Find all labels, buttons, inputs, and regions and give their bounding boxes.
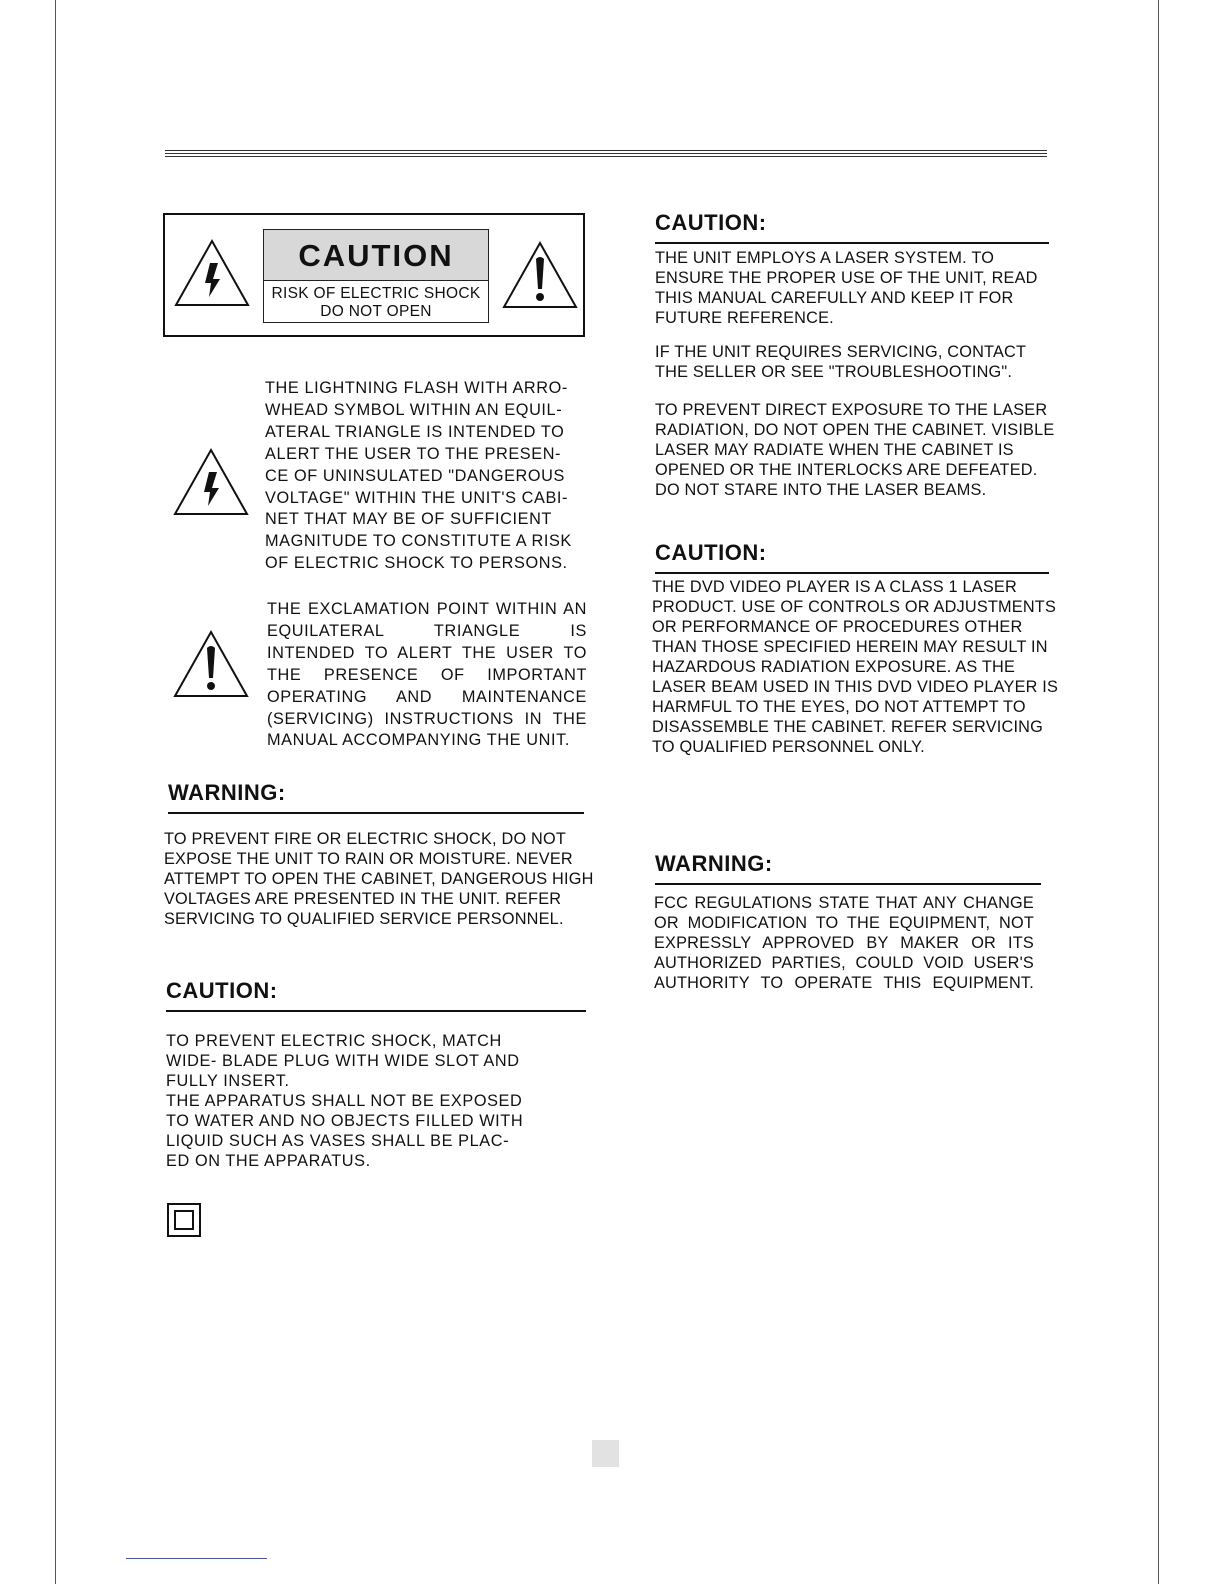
caution-label-box bbox=[163, 213, 585, 337]
caution-class1-heading: CAUTION: bbox=[655, 540, 1049, 574]
caution-class1-text: THE DVD VIDEO PLAYER IS A CLASS 1 LASER PRODUCT. USE OF CONTROLS OR ADJUSTMENTS OR PERFORMANCE OF PROCEDURES OTHER THAN THOSE SPECIFIED HEREIN MAY RESULT IN HAZARDOUS RADIATION EXPOSURE. AS THE LASER BEAM USED IN THIS DVD VIDEO PLAYER IS HARMFUL TO THE EYES, DO NOT ATTEMPT TO DISASSEMBLE THE CABINET. REFER SERVICING TO QUALIFIED PERSONNEL ONLY. bbox=[652, 578, 1059, 756]
caution-label-line2: DO NOT OPEN bbox=[320, 303, 432, 320]
page-number-box bbox=[592, 1440, 619, 1467]
double-square-icon bbox=[167, 1203, 201, 1237]
caution-label-line1: RISK OF ELECTRIC SHOCK bbox=[271, 285, 481, 302]
warning-left-text: TO PREVENT FIRE OR ELECTRIC SHOCK, DO NOT EXPOSE THE UNIT TO RAIN OR MOISTURE. NEVER ATTEMPT TO OPEN THE CABINET, DANGEROUS HIGH VOLTAGES ARE PRESENTED IN THE UNIT. REFER SERVICING TO QUALIFIED SERVICE PERSONNEL. bbox=[164, 830, 594, 928]
caution-label-title: CAUTION bbox=[264, 230, 488, 281]
exclamation-triangle-icon bbox=[501, 239, 579, 316]
caution-laser-heading: CAUTION: bbox=[655, 210, 1049, 244]
warning-left-heading: WARNING: bbox=[168, 780, 584, 814]
exclamation-triangle-icon bbox=[172, 628, 250, 705]
caution-label-center bbox=[263, 229, 489, 323]
caution-left-text: TO PREVENT ELECTRIC SHOCK, MATCH WIDE- BLADE PLUG WITH WIDE SLOT AND FULLY INSERT. THE APPARATUS SHALL NOT BE EXPOSED TO WATER AND NO OBJECTS FILLED WITH LIQUID SUCH AS VASES SHALL BE PLAC- ED ON THE APPARATUS. bbox=[166, 1032, 524, 1170]
caution-laser-p2: IF THE UNIT REQUIRES SERVICING, CONTACT THE SELLER OR SEE "TROUBLESHOOTING". bbox=[655, 343, 1026, 381]
exclamation-symbol-text: THE EXCLAMATION POINT WITHIN AN EQUILATERAL TRIANGLE IS INTENDED TO ALERT THE USER TO THE PRESENCE OF IMPORTANT OPERATING AND MAINTENANCE (SERVICING) INSTRUCTIONS IN THE MANUAL ACCOMPANYING THE UNIT. bbox=[267, 600, 587, 750]
caution-laser-p1: THE UNIT EMPLOYS A LASER SYSTEM. TO ENSURE THE PROPER USE OF THE UNIT, READ THIS MANUAL CAREFULLY AND KEEP IT FOR FUTURE REFERENCE. bbox=[655, 249, 1038, 327]
lightning-triangle-icon bbox=[173, 237, 251, 314]
lightning-symbol-text: THE LIGHTNING FLASH WITH ARRO- WHEAD SYMBOL WITHIN AN EQUIL- ATERAL TRIANGLE IS INTENDED TO ALERT THE USER TO THE PRESEN- CE OF UNINSULATED "DANGEROUS VOLTAGE" WITHIN THE UNIT'S CABI- NET THAT MAY BE OF SUFFICIENT MAGNITUDE TO CONSTITUTE A RISK OF ELECTRIC SHOCK TO PERSONS. bbox=[265, 379, 572, 573]
caution-left-heading: CAUTION: bbox=[166, 978, 586, 1012]
page-border-right bbox=[1158, 0, 1159, 1584]
page-border-left bbox=[55, 0, 56, 1584]
warning-fcc-heading: WARNING: bbox=[655, 851, 1041, 885]
warning-fcc-text: FCC REGULATIONS STATE THAT ANY CHANGE OR MODIFICATION TO THE EQUIPMENT, NOT EXPRESSLY APPROVED BY MAKER OR ITS AUTHORIZED PARTIES, COULD VOID USER'S AUTHORITY TO OPERATE THIS EQUIPMENT. bbox=[654, 894, 1034, 992]
lightning-triangle-icon bbox=[172, 446, 250, 523]
footer-link-line bbox=[126, 1558, 267, 1559]
caution-laser-p3: TO PREVENT DIRECT EXPOSURE TO THE LASER RADIATION, DO NOT OPEN THE CABINET. VISIBLE LASER MAY RADIATE WHEN THE CABINET IS OPENED OR THE INTERLOCKS ARE DEFEATED. DO NOT STARE INTO THE LASER BEAMS. bbox=[655, 401, 1055, 499]
header-rule bbox=[165, 150, 1047, 160]
